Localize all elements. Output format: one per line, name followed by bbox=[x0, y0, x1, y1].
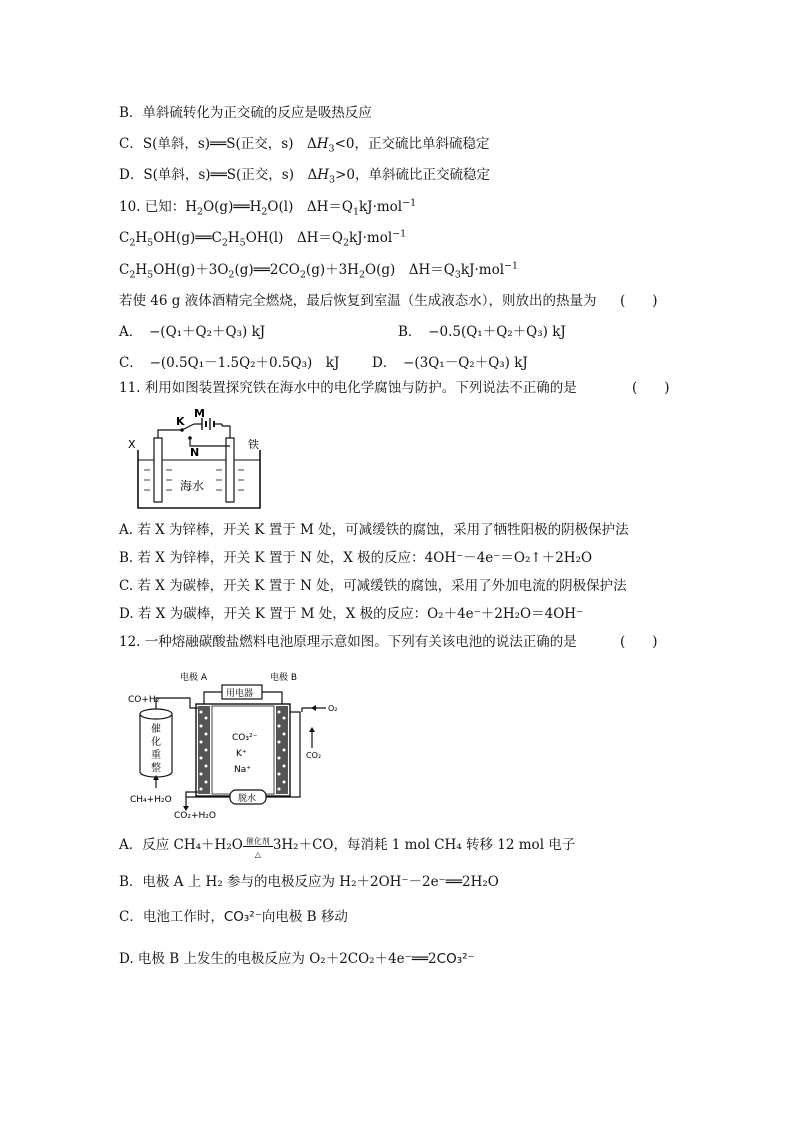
q11-option-c: C. 若 X 为碳棒，开关 K 置于 N 处，可减缓铁的腐蚀，采用了外加电流的阴极保护法 bbox=[119, 578, 627, 594]
label-reformer-3: 重 bbox=[151, 750, 161, 761]
q10-stem: 若使 46 g 液体酒精完全燃烧，最后恢复到室温（生成液态水），则放出的热量为 bbox=[119, 293, 597, 309]
q11-answer-blank: ( ) bbox=[632, 380, 670, 396]
q10-answer-blank: ( ) bbox=[620, 293, 658, 309]
label-co-h2: CO+H₂ bbox=[128, 695, 160, 705]
label-electrode-a: 电极 A bbox=[180, 673, 208, 683]
label-co2: CO₂ bbox=[306, 751, 322, 760]
label-o2: O₂ bbox=[328, 704, 338, 713]
fuel-cell-figure bbox=[126, 668, 348, 818]
q9-option-b: B．单斜硫转化为正交硫的反应是吸热反应 bbox=[119, 105, 372, 121]
corrosion-apparatus-figure bbox=[124, 408, 274, 513]
q10-option-d: D． −(3Q₁－Q₂＋Q₃) kJ bbox=[372, 355, 528, 371]
q12-option-c: C．电池工作时，CO₃²⁻向电极 B 移动 bbox=[119, 909, 348, 925]
q10-equation-3: $C_2H_5OH(g)+3O_2(g)══2CO_2(g)+3H_2O(g)$ $\Delta H=Q_3kJ\cdot mol^{-1}$ bbox=[119, 260, 519, 281]
label-seawater: 海水 bbox=[180, 479, 205, 493]
q12-stem: 12. 一种熔融碳酸盐燃料电池原理示意如图。下列有关该电池的说法正确的是 bbox=[119, 634, 577, 650]
q11-option-a: A. 若 X 为锌棒，开关 K 置于 M 处，可减缓铁的腐蚀，采用了牺牲阳极的阴极保护法 bbox=[119, 522, 629, 538]
q11-stem: 11. 利用如图装置探究铁在海水中的电化学腐蚀与防护。下列说法不正确的是 bbox=[119, 380, 577, 396]
label-potassium-ion: K⁺ bbox=[236, 749, 247, 759]
label-sodium-ion: Na⁺ bbox=[234, 765, 251, 775]
label-k: K bbox=[176, 415, 185, 428]
label-reformer-2: 化 bbox=[151, 737, 161, 748]
q10-equation-1: 10. 已知：$H_2O(g)══H_2O(l)$ $\Delta H=Q_1kJ\cdot mol^{-1}$ bbox=[119, 197, 417, 218]
label-co2-h2o: CO₂+H₂O bbox=[174, 811, 216, 818]
q12-option-b: B．电极 A 上 H₂ 参与的电极反应为 H₂＋2OH⁻－2e⁻══2H₂O bbox=[119, 874, 499, 890]
q9-option-d: D．S(单斜，s)══S(正交，s) $\Delta H_3>0$，单斜硫比正交硫稳定 bbox=[119, 167, 490, 186]
q9-option-c: C．S(单斜，s)══S(正交，s) $\Delta H_3<0$，正交硫比单斜硫稳定 bbox=[119, 136, 490, 155]
q12-option-a: A．反应 CH₄＋H₂O 催化剂 △ 3H₂＋CO，每消耗 1 mol CH₄ 转移 12 mol 电子 bbox=[119, 837, 576, 859]
q12-option-d: D. 电极 B 上发生的电极反应为 O₂＋2CO₂＋4e⁻══2CO₃²⁻ bbox=[119, 951, 475, 967]
label-n: N bbox=[190, 446, 200, 459]
q10-option-b: B． −0.5(Q₁＋Q₂＋Q₃) kJ bbox=[398, 324, 566, 340]
q11-option-b: B. 若 X 为锌棒，开关 K 置于 N 处，X 极的反应：4OH⁻－4e⁻＝O₂↑＋2H₂O bbox=[119, 550, 593, 566]
label-ch4-h2o: CH₄+H₂O bbox=[130, 795, 172, 805]
label-x: X bbox=[128, 438, 136, 451]
label-reformer-4: 整 bbox=[151, 763, 161, 774]
q10-option-c: C． −(0.5Q₁－1.5Q₂＋0.5Q₃) kJ bbox=[119, 355, 340, 371]
q10-equation-2: $C_2H_5OH(g)══C_2H_5OH(l)$ $\Delta H=Q_2kJ\cdot mol^{-1}$ bbox=[119, 228, 407, 249]
label-carbonate-ion: CO₃²⁻ bbox=[232, 733, 258, 743]
label-iron: 铁 bbox=[248, 438, 259, 451]
q11-option-d: D. 若 X 为碳棒，开关 K 置于 M 处，X 极的反应：O₂＋4e⁻＋2H₂O＝4OH⁻ bbox=[119, 606, 584, 622]
label-appliance: 用电器 bbox=[226, 689, 254, 699]
label-reformer: 催 bbox=[151, 724, 161, 735]
q10-option-a: A． −(Q₁＋Q₂＋Q₃) kJ bbox=[119, 324, 266, 340]
label-electrode-b: 电极 B bbox=[270, 673, 298, 683]
label-dehydrate: 脱水 bbox=[238, 794, 257, 804]
label-m: M bbox=[194, 408, 205, 420]
q12-answer-blank: ( ) bbox=[620, 634, 658, 650]
